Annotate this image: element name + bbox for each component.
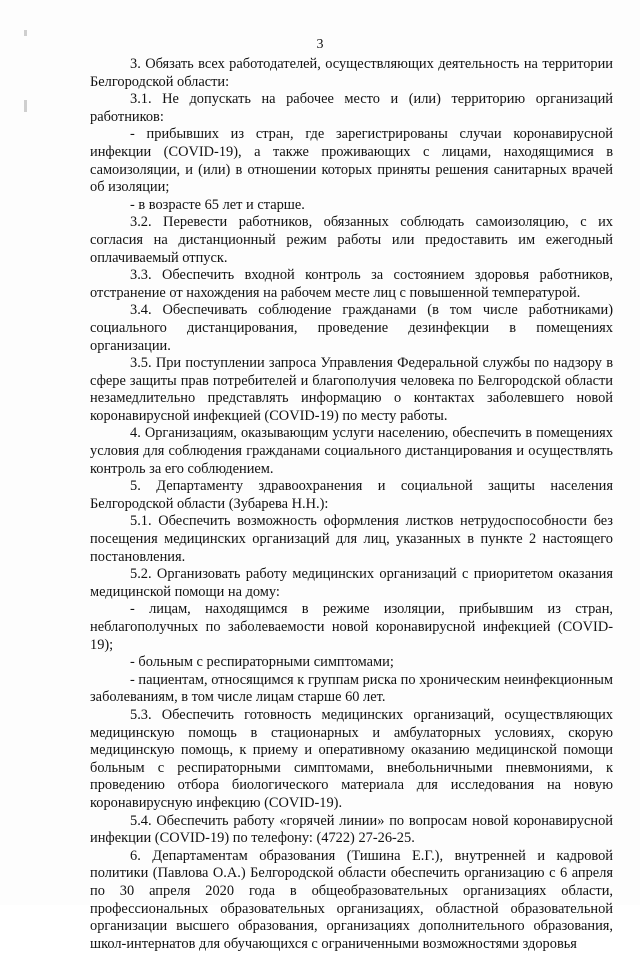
paragraph: 5.4. Обеспечить работу «горячей линии» по вопросам новой коронавирусной инфекции (COVID-19) по телефону: (4722) 27-26-25. [90, 812, 613, 847]
paragraph: 3.2. Перевести работников, обязанных соблюдать самоизоляцию, с их согласия на дистанционный режим работы или предоставить им ежегодный оплачиваемый отпуск. [90, 214, 613, 266]
paragraph: 3.4. Обеспечивать соблюдение гражданами (в том числе работниками) социального дистанцирования, проведение дезинфекции в помещениях организации. [90, 302, 613, 354]
paragraph: 3. Обязать всех работодателей, осуществляющих деятельность на территории Белгородской области: [90, 56, 613, 90]
paragraph: 5.3. Обеспечить готовность медицинских организаций, осуществляющих медицинскую помощь в стационарных и амбулаторных условиях, скорую медицинскую помощь, к приему и оперативному оказанию медицинской помощи больным с респираторными симптомами, внебольничными пневмониями, к проведению отбора биологического материала для исследования на новую коронавирусную инфекцию (COVID-19). [90, 706, 613, 811]
paragraph: - больным с респираторными симптомами; [130, 654, 394, 671]
document-body [90, 56, 613, 953]
scan-mark [24, 30, 27, 36]
paragraph: 3.3. Обеспечить входной контроль за состоянием здоровья работников, отстранение от нахождения на рабочем месте лиц с повышенной температурой. [90, 267, 613, 301]
scan-mark [24, 100, 27, 112]
paragraph: 3.5. При поступлении запроса Управления Федеральной службы по надзору в сфере защиты прав потребителей и благополучия человека по Белгородской области незамедлительно представлять информацию о контактах заболевшего новой коронавирусной инфекцией (COVID-19) по месту работы. [90, 355, 613, 424]
paragraph: 5. Департаменту здравоохранения и социальной защиты населения Белгородской области (Зубарева Н.Н.): [90, 478, 613, 512]
page-number: 3 [316, 37, 324, 52]
paragraph: - лицам, находящимся в режиме изоляции, прибывшим из стран, неблагополучных по заболеваемости новой коронавирусной инфекцией (COVID-19); [90, 601, 613, 653]
paragraph: - в возрасте 65 лет и старше. [130, 196, 305, 213]
paragraph: 3.1. Не допускать на рабочее место и (или) территорию организаций работников: [90, 91, 613, 125]
paragraph: 6. Департаментам образования (Тишина Е.Г.), внутренней и кадровой политики (Павлова О.А.) Белгородской области обеспечить организацию с 6 апреля по 30 апреля 2020 года в общеобразовательных организациях области, профессиональных образовательных организациях, областной образовательной организации высшего образования, организациях дополнительного образования, школ-интернатов для обучающихся с ограниченными возможностями здоровья [90, 847, 613, 952]
paragraph: 5.1. Обеспечить возможность оформления листков нетрудоспособности без посещения медицинских организаций для лиц, указанных в пункте 2 настоящего постановления. [90, 513, 613, 565]
paragraph: 4. Организациям, оказывающим услуги населению, обеспечить в помещениях условия для соблюдения гражданами социального дистанцирования и осуществлять контроль за его соблюдением. [90, 425, 613, 477]
paragraph: 5.2. Организовать работу медицинских организаций с приоритетом оказания медицинской помощи на дому: [90, 566, 613, 600]
paragraph: - пациентам, относящимся к группам риска по хроническим неинфекционным заболеваниям, в том числе лицам старше 60 лет. [90, 671, 613, 706]
paragraph: - прибывших из стран, где зарегистрированы случаи коронавирусной инфекции (COVID-19), а также проживающих с лицами, находящимися в самоизоляции, и (или) в отношении которых приняты решения санитарных врачей об изоляции; [90, 126, 613, 196]
